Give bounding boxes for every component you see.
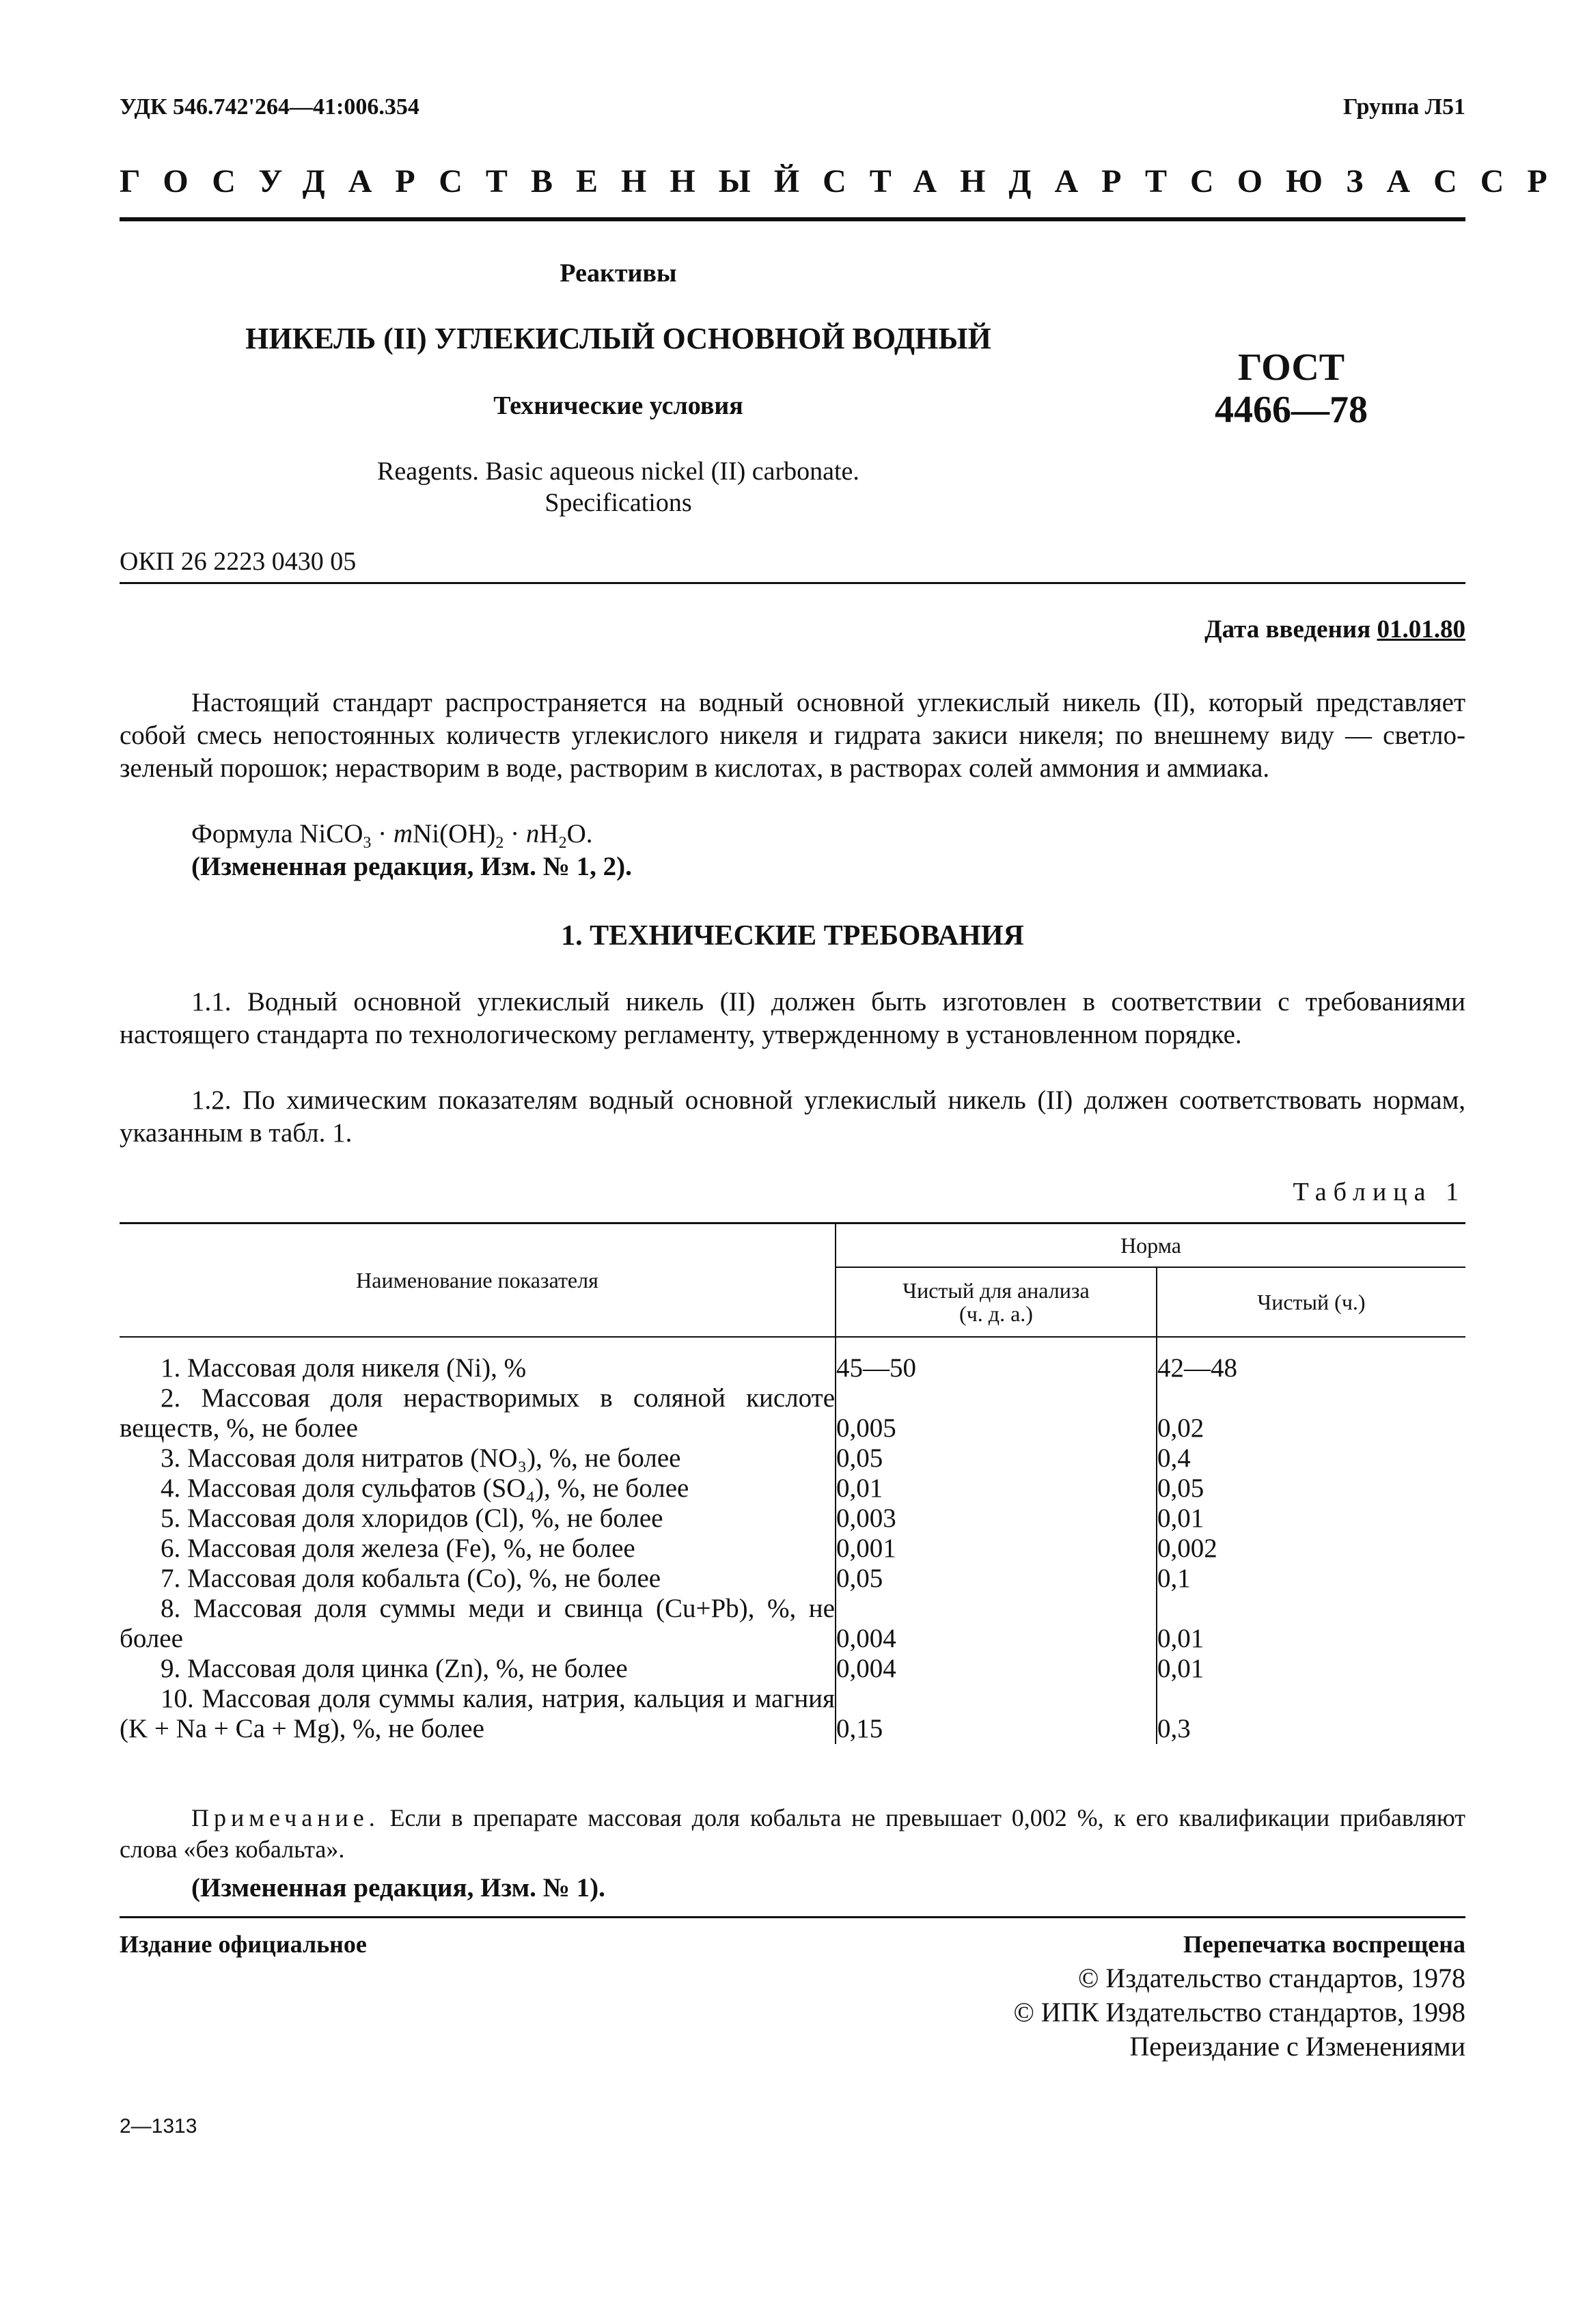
reagents-label: Реактивы xyxy=(560,259,677,288)
date-label: Дата введения xyxy=(1204,615,1371,644)
table-row xyxy=(120,1474,1465,1504)
table-row xyxy=(120,1654,1465,1684)
table-body xyxy=(120,1337,1465,1744)
norm-pure-for-analysis: 0,05 xyxy=(836,1564,1157,1594)
norm-pure-for-analysis: 0,01 xyxy=(836,1474,1157,1504)
table-row xyxy=(120,1594,1465,1654)
state-word: ГОСУДАРСТВЕННЫЙ xyxy=(120,163,823,199)
table-row xyxy=(120,1684,1465,1744)
indicator-name: 5. Массовая доля хлоридов (Cl), %, не более xyxy=(161,1504,663,1533)
column-header-name: Наименование показателя xyxy=(120,1223,836,1338)
norm-pure: 0,4 xyxy=(1157,1443,1465,1474)
section-title: 1. ТЕХНИЧЕСКИЕ ТРЕБОВАНИЯ xyxy=(561,920,1024,952)
udk-code: УДК 546.742'264—41:006.354 xyxy=(120,94,419,120)
table-row xyxy=(120,1383,1465,1443)
english-title-line-2: Specifications xyxy=(545,488,692,517)
table-1 xyxy=(120,1222,1465,1744)
paragraph-1-2: 1.2. По химическим показателям водный основной углекислый никель (II) должен соответствовать нормам, указанным в табл. 1. xyxy=(120,1085,1465,1148)
norm-pure: 0,01 xyxy=(1157,1654,1465,1684)
column-header-norm: Норма xyxy=(836,1223,1465,1268)
column-header-pure-for-analysis: Чистый для анализа (ч. д. а.) xyxy=(836,1267,1157,1337)
table-caption: Таблица 1 xyxy=(1293,1178,1465,1206)
gost-number: 4466—78 xyxy=(1215,389,1368,431)
table-row xyxy=(120,1504,1465,1534)
norm-pure: 0,3 xyxy=(1157,1684,1465,1744)
norm-pure-for-analysis: 0,004 xyxy=(836,1654,1157,1684)
formula: NiCO$_3$ · $mNi(OH)_2 \cdot nH_2O$. xyxy=(299,819,593,852)
date-value: 01.01.80 xyxy=(1377,615,1465,644)
norm-pure: 42—48 xyxy=(1157,1353,1465,1383)
print-code: 2—1313 xyxy=(120,2115,197,2138)
copyright-1978: © Издательство стандартов, 1978 xyxy=(1077,1963,1465,1993)
norm-pure-for-analysis: 0,003 xyxy=(836,1504,1157,1534)
group-code: Группа Л51 xyxy=(1343,94,1465,120)
norm-pure-for-analysis: 0,004 xyxy=(836,1594,1157,1654)
norm-pure-for-analysis: 0,001 xyxy=(836,1534,1157,1564)
norm-pure: 0,01 xyxy=(1157,1504,1465,1534)
indicator-name: 9. Массовая доля цинка (Zn), %, не более xyxy=(161,1654,628,1683)
introduction-date xyxy=(1204,615,1465,644)
formula-label: Формула xyxy=(191,819,293,848)
okp-code: ОКП 26 2223 0430 05 xyxy=(120,547,357,576)
document-title: НИКЕЛЬ (II) УГЛЕКИСЛЫЙ ОСНОВНОЙ ВОДНЫЙ xyxy=(245,322,991,355)
indicator-name: 7. Массовая доля кобальта (Co), %, не более xyxy=(161,1564,661,1593)
indicator-name: 8. Массовая доля суммы меди и свинца (Cu+Pb), %, не более xyxy=(120,1594,835,1653)
state-standard-heading xyxy=(120,163,1571,200)
state-word: СТАНДАРТ xyxy=(823,163,1191,199)
indicator-name: 3. Массовая доля нитратов (NO₃), %, не более xyxy=(161,1443,681,1473)
norm-pure: 0,05 xyxy=(1157,1474,1465,1504)
header-rule xyxy=(120,217,1465,221)
norm-pure: 0,01 xyxy=(1157,1594,1465,1654)
note-text: Если в препарате массовая доля кобальта не превышает 0,002 %, к его квалификации прибавляют слова «без кобальта». xyxy=(120,1804,1466,1863)
table-note xyxy=(120,1802,1465,1865)
english-title-line-1: Reagents. Basic aqueous nickel (II) carbonate. xyxy=(377,457,859,486)
edition-note: (Измененная редакция, Изм. № 1, 2). xyxy=(191,852,632,881)
indicator-name: 2. Массовая доля нерастворимых в соляной кислоте веществ, %, не более xyxy=(120,1383,835,1443)
intro-paragraph: Настоящий стандарт распространяется на водный основной углекислый никель (II), который представляет собой смесь непостоянных количеств углекислого никеля и гидрата закиси никеля; по внешнему виду — светло-зеленый порошок; нерастворим в воде, растворим в кислотах, в растворах солей аммония и аммиака. xyxy=(120,688,1465,783)
state-word: СОЮЗА xyxy=(1190,163,1434,199)
note-label: Примечание. xyxy=(191,1804,380,1831)
paragraph-1-1: 1.1. Водный основной углекислый никель (II) должен быть изготовлен в соответствии с требованиями настоящего стандарта по технологическому регламенту, утвержденному в установленном порядке. xyxy=(120,987,1465,1049)
norm-pure: 0,02 xyxy=(1157,1383,1465,1443)
table-row xyxy=(120,1534,1465,1564)
indicator-name: 4. Массовая доля сульфатов (SO₄), %, не более xyxy=(161,1474,689,1503)
title-rule xyxy=(120,582,1465,584)
indicator-name: 10. Массовая доля суммы калия, натрия, кальция и магния (K + Na + Ca + Mg), %, не более xyxy=(120,1684,835,1743)
state-word: ССР xyxy=(1433,163,1571,199)
column-header-pure: Чистый (ч.) xyxy=(1157,1267,1465,1337)
norm-pure-for-analysis: 45—50 xyxy=(836,1353,1157,1383)
reissue-note: Переиздание с Изменениями xyxy=(1129,2031,1465,2062)
note-edition: (Измененная редакция, Изм. № 1). xyxy=(191,1873,605,1903)
table-row xyxy=(120,1564,1465,1594)
gost-label: ГОСТ xyxy=(1237,346,1345,389)
norm-pure-for-analysis: 0,005 xyxy=(836,1383,1157,1443)
spec-label: Технические условия xyxy=(493,391,743,420)
table-row xyxy=(120,1353,1465,1383)
table-row xyxy=(120,1443,1465,1474)
norm-pure-for-analysis: 0,05 xyxy=(836,1443,1157,1474)
norm-pure-for-analysis: 0,15 xyxy=(836,1684,1157,1744)
norm-pure: 0,002 xyxy=(1157,1534,1465,1564)
footer-rule xyxy=(120,1916,1465,1918)
reprint-prohibited: Перепечатка воспрещена xyxy=(1183,1931,1465,1958)
norm-pure: 0,1 xyxy=(1157,1564,1465,1594)
official-edition: Издание официальное xyxy=(120,1931,367,1958)
copyright-1998: © ИПК Издательство стандартов, 1998 xyxy=(1013,1997,1465,2028)
indicator-name: 1. Массовая доля никеля (Ni), % xyxy=(161,1353,527,1383)
indicator-name: 6. Массовая доля железа (Fe), %, не более xyxy=(161,1534,635,1563)
